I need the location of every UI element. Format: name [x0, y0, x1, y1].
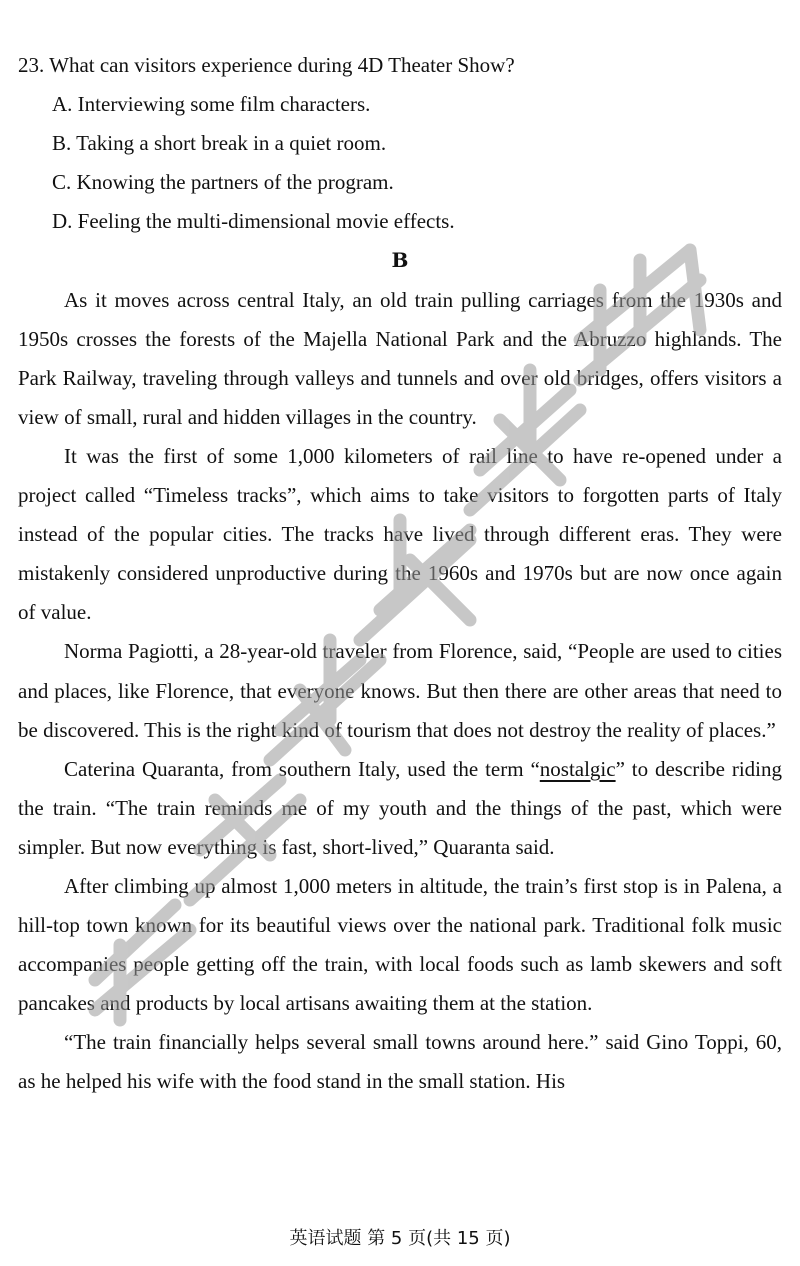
underlined-term: nostalgic — [539, 756, 616, 781]
paragraph-4-rest: ” to describe riding the train. “The train reminds me of my youth and the things of the past, which were simpler. But now everything is fast, short-lived,” Quaranta said. — [18, 756, 782, 859]
passage-paragraph-6: “The train financially helps several small towns around here.” said Gino Toppi, 60, as he helped his wife with the food stand in the small station. His — [18, 1030, 782, 1094]
passage-paragraph-5: After climbing up almost 1,000 meters in altitude, the train’s first stop is in Palena, a hill-top town known for its beautiful views over the national park. Traditional folk music accompanies people getting off the train, with local foods such as lamb skewers and soft pancakes and products by local artisans awaiting them at the station. — [18, 873, 782, 1016]
passage-paragraph-4 — [18, 750, 782, 867]
option-a: A. Interviewing some film characters. — [52, 92, 371, 117]
passage-paragraph-1: As it moves across central Italy, an old train pulling carriages from the 1930s and 1950s crosses the forests of the Majella National Park and the Abruzzo highlands. The Park Railway, traveling through valleys and tunnels and over old bridges, offers visitors a view of small, rural and hidden villages in the country. — [18, 287, 782, 429]
option-d: D. Feeling the multi-dimensional movie effects. — [52, 209, 455, 234]
question-stem: 23. What can visitors experience during 4D Theater Show? — [18, 53, 515, 77]
passage-paragraph-2: It was the first of some 1,000 kilometers of rail line to have re-opened under a project called “Timeless tracks”, which aims to take visitors to forgotten parts of Italy instead of the popular cities. The tracks have lived through different eras. They were mistakenly considered unproductive during the 1960s and 1970s but are now once again of value. — [18, 443, 782, 625]
paragraph-4-start: Caterina Quaranta, from southern Italy, used the term “ — [64, 756, 540, 781]
option-c: C. Knowing the partners of the program. — [52, 170, 394, 195]
exam-page — [18, 46, 782, 1102]
option-b: B. Taking a short break in a quiet room. — [52, 131, 387, 156]
page-footer: 英语试题 第 5 页(共 15 页) — [289, 1228, 511, 1249]
section-heading: B — [391, 248, 409, 273]
passage-paragraph-3: Norma Pagiotti, a 28-year-old traveler from Florence, said, “People are used to cities and places, like Florence, that everyone knows. But then there are other areas that need to be discovered. This is the right kind of tourism that does not destroy the reality of places.” — [18, 639, 782, 742]
